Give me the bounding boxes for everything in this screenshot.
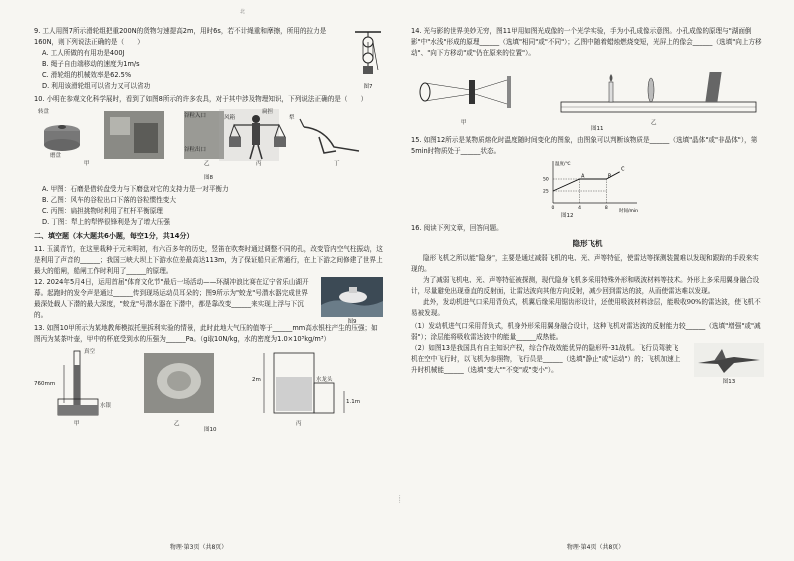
pulley-diagram [353, 30, 383, 82]
y-tick-label: 25 [543, 189, 549, 195]
x-tick-label: 8 [604, 206, 608, 211]
q9-option-b: B. 绳子自由端移动的速度为1m/s [42, 60, 140, 68]
label-turntable: 转盘 [38, 109, 50, 115]
label-fan: 风箱 [224, 115, 236, 121]
label-2m: 2m [252, 377, 261, 383]
question-16-part-2-wrapper [411, 343, 764, 385]
submersible-photo [321, 277, 383, 317]
point-label-A: A [581, 174, 585, 180]
figure-7 [353, 30, 383, 93]
figure-8-label: 图8 [204, 175, 213, 181]
q10-option-c: C. 丙图：扁担挑物时利用了杠杆平衡原理 [42, 207, 163, 215]
label-760mm: 760mm [34, 381, 56, 387]
y-axis-label: 温度/℃ [555, 162, 571, 167]
question-12 [34, 277, 383, 325]
melting-curve-chart [531, 159, 641, 214]
label-jia: 甲 [84, 161, 90, 167]
figure-13-label: 图13 [722, 379, 736, 385]
q10-option-b: B. 乙图：风车的谷粒出口下落的谷粒惯性变大 [42, 196, 176, 204]
label-mercury: 水银 [100, 403, 112, 409]
question-16: 16. 阅读下列文章，回答问题。 [411, 224, 503, 232]
label-bing: 丙 [256, 161, 262, 167]
q9-option-a: A. 工人所做的有用功是400J [42, 49, 125, 57]
x-axis-label: 时间/min [619, 209, 639, 214]
section-2-heading: 二、填空题（本大题共6小题，每空1分，共14分） [34, 232, 194, 240]
right-page-footer: 物理·第4页（共8页） [566, 544, 625, 551]
label-jia: 甲 [74, 421, 80, 427]
figure-10 [34, 347, 383, 433]
question-11: 11. 玉溪青竹，在这里栽种于元末明初，有六百多年的历史，竖笛在吹奏时通过调整不同的孔，改变管内空气柱振动，这是利用了声音的______；我国三峡大坝上下游水位差最高达113m，为了保证船只正常通行，在上下游之间修建了世界上最大的船闸，船闸工作时利用了______的原理。 [34, 245, 383, 275]
label-bing: 丙 [296, 421, 302, 427]
figure-10-label: 图10 [204, 427, 217, 433]
label-yi: 乙 [204, 161, 210, 167]
question-9 [34, 26, 383, 92]
pressure-diagrams [34, 347, 374, 425]
point-label-B: B [607, 174, 612, 180]
label-1-1m: 1.1m [346, 399, 361, 405]
figure-7-label: 图7 [363, 84, 373, 90]
label-grain-inlet: 谷粒入口 [184, 113, 207, 119]
q10-option-d: D. 丁图：犁上的犁铧很锋利是为了增大压强 [42, 218, 170, 226]
question-9-stem: 9. 工人用图7所示滑轮组把重200N的货物匀速提高2m，用时6s，若不计绳重和摩擦，所用的拉力是160N，则下列说法正确的是（ ） [34, 27, 327, 46]
question-10 [34, 94, 383, 228]
question-15: 15. 如图12所示是某物质熔化时温度随时间变化的图象，由图象可以判断该物质是______（选填"晶体"或"非晶体"），第5min时物质处于______状态。 [411, 136, 758, 155]
figure-11-label: 图11 [591, 126, 604, 132]
figure-9 [321, 277, 383, 328]
label-yi: 乙 [651, 120, 657, 126]
label-grain-outlet: 谷粒出口 [184, 147, 207, 153]
figure-8 [34, 107, 383, 171]
question-16-part-2: （2）如图13是我国具有自主知识产权，综合作战效能优异的隐形歼-31战机。飞行员驾驶飞机在空中飞行时，以飞机为参照物，飞行员是______（选填"静止"或"运动"）的；飞机加速上升时机械能______（选填"变大""不变"或"变小"）。 [411, 344, 681, 374]
question-10-stem: 10. 小明在参观文化科学展时，看到了如图8所示的许多农具，对于其中涉及物理知识，下列说法正确的是（ ） [34, 95, 368, 103]
right-page [397, 0, 794, 561]
pinhole-and-lens-diagram [411, 62, 761, 122]
q9-option-d: D. 利用该滑轮组可以省力又可以省功 [42, 82, 151, 90]
stealth-fighter-photo [694, 343, 764, 377]
figure-13 [694, 343, 764, 385]
point-label-C: C [621, 167, 625, 173]
article-paragraph-3: 此外，发动机进气口采用背负式，机翼后缘采用锯齿形设计，还使用吸波材料涂层，能吸收90%的雷达波，使飞机不易被发现。 [411, 298, 761, 317]
left-page-footer: 物理·第3页（共8页） [169, 544, 228, 551]
label-millstone: 磨盘 [50, 153, 62, 159]
y-tick-label: 50 [543, 177, 549, 183]
label-vacuum: 真空 [84, 349, 96, 355]
article-paragraph-1: 隐形飞机之所以能"隐身"，主要是通过减弱飞机的电、光、声等特征，使雷达等探测装置难以发现和跟踪的手段来实现的。 [411, 254, 759, 273]
q10-option-a: A. 甲图：石磨是借转盘受力与下磨盘对它的支持力是一对平衡力 [42, 185, 229, 193]
label-jia: 甲 [461, 120, 467, 126]
label-ding: 丁 [334, 161, 340, 167]
top-mark: 北 [240, 9, 246, 15]
figure-12 [531, 159, 641, 221]
question-12-text: 12. 2024年5月4日，运用首届"体育文化节"最后一场活动——环湖冲浪比赛在辽宁省乐山湖开幕。起跑时的发令声是通过______传到现场运动员耳朵的；图9所示为"蛟龙"号潜水器完成世界最深处载人下潜的最大深度，"蛟龙"号潜水器在下潜中，都是靠改变______来实现上浮与下沉的。 [34, 278, 309, 319]
article-title: 隐形飞机 [572, 239, 603, 248]
label-shoulder-pole: 扁担 [262, 109, 274, 115]
label-tap: 水龙头 [316, 377, 333, 383]
x-tick-label: 0 [551, 206, 555, 211]
binding-margin: ····· [396, 495, 402, 503]
question-16-part-1: （1）发动机进气口采用背负式，机身外形采用翼身融合设计，这种飞机对雷达波的反射能力较______（选填"增强"或"减弱"）；涂层能将吸收雷达波中的能量______成热能。 [411, 322, 761, 341]
label-plough: 犁 [289, 115, 295, 121]
article-paragraph-2: 为了减弱飞机电、光、声等特征被探测，现代隐身飞机多采用特殊外形和吸波材料等技术。外形上多采用翼身融合设计，尽量避免出现垂直的反射面，让雷达波向其他方向反射，减少回到雷达的波，从而使雷达难以发现。 [411, 276, 760, 295]
q9-option-c: C. 滑轮组的机械效率是62.5% [42, 71, 132, 79]
figure-11 [411, 62, 764, 132]
question-13: 13. 如图10甲所示为某地教师模拟托里拆利实验的情景，此时此地大气压的值等于______mm高水银柱产生的压强；如图丙为某茶叶壶，甲中的杯底受到水的压强为______Pa。（g取10N/kg，水的密度为1.0×10³kg/m³） [34, 324, 378, 343]
question-14: 14. 光与影的世界美妙无穷，图11甲用如图光成像的一个光学实验，手为小孔成像示意图。小孔成像的原理与"湖面倒影"中"水浅"形成的原理______（选填"相同"或"不同"）；乙图中随着蜡烛燃烧变短，光屏上的像会______（选填"向上方移动"、"向下方移动"或"仍在原来的位置"）。 [411, 27, 762, 57]
figure-12-label: 图12 [561, 213, 574, 219]
x-tick-label: 4 [578, 206, 582, 211]
label-yi: 乙 [174, 421, 180, 427]
figure-9-label: 图9 [347, 319, 357, 325]
